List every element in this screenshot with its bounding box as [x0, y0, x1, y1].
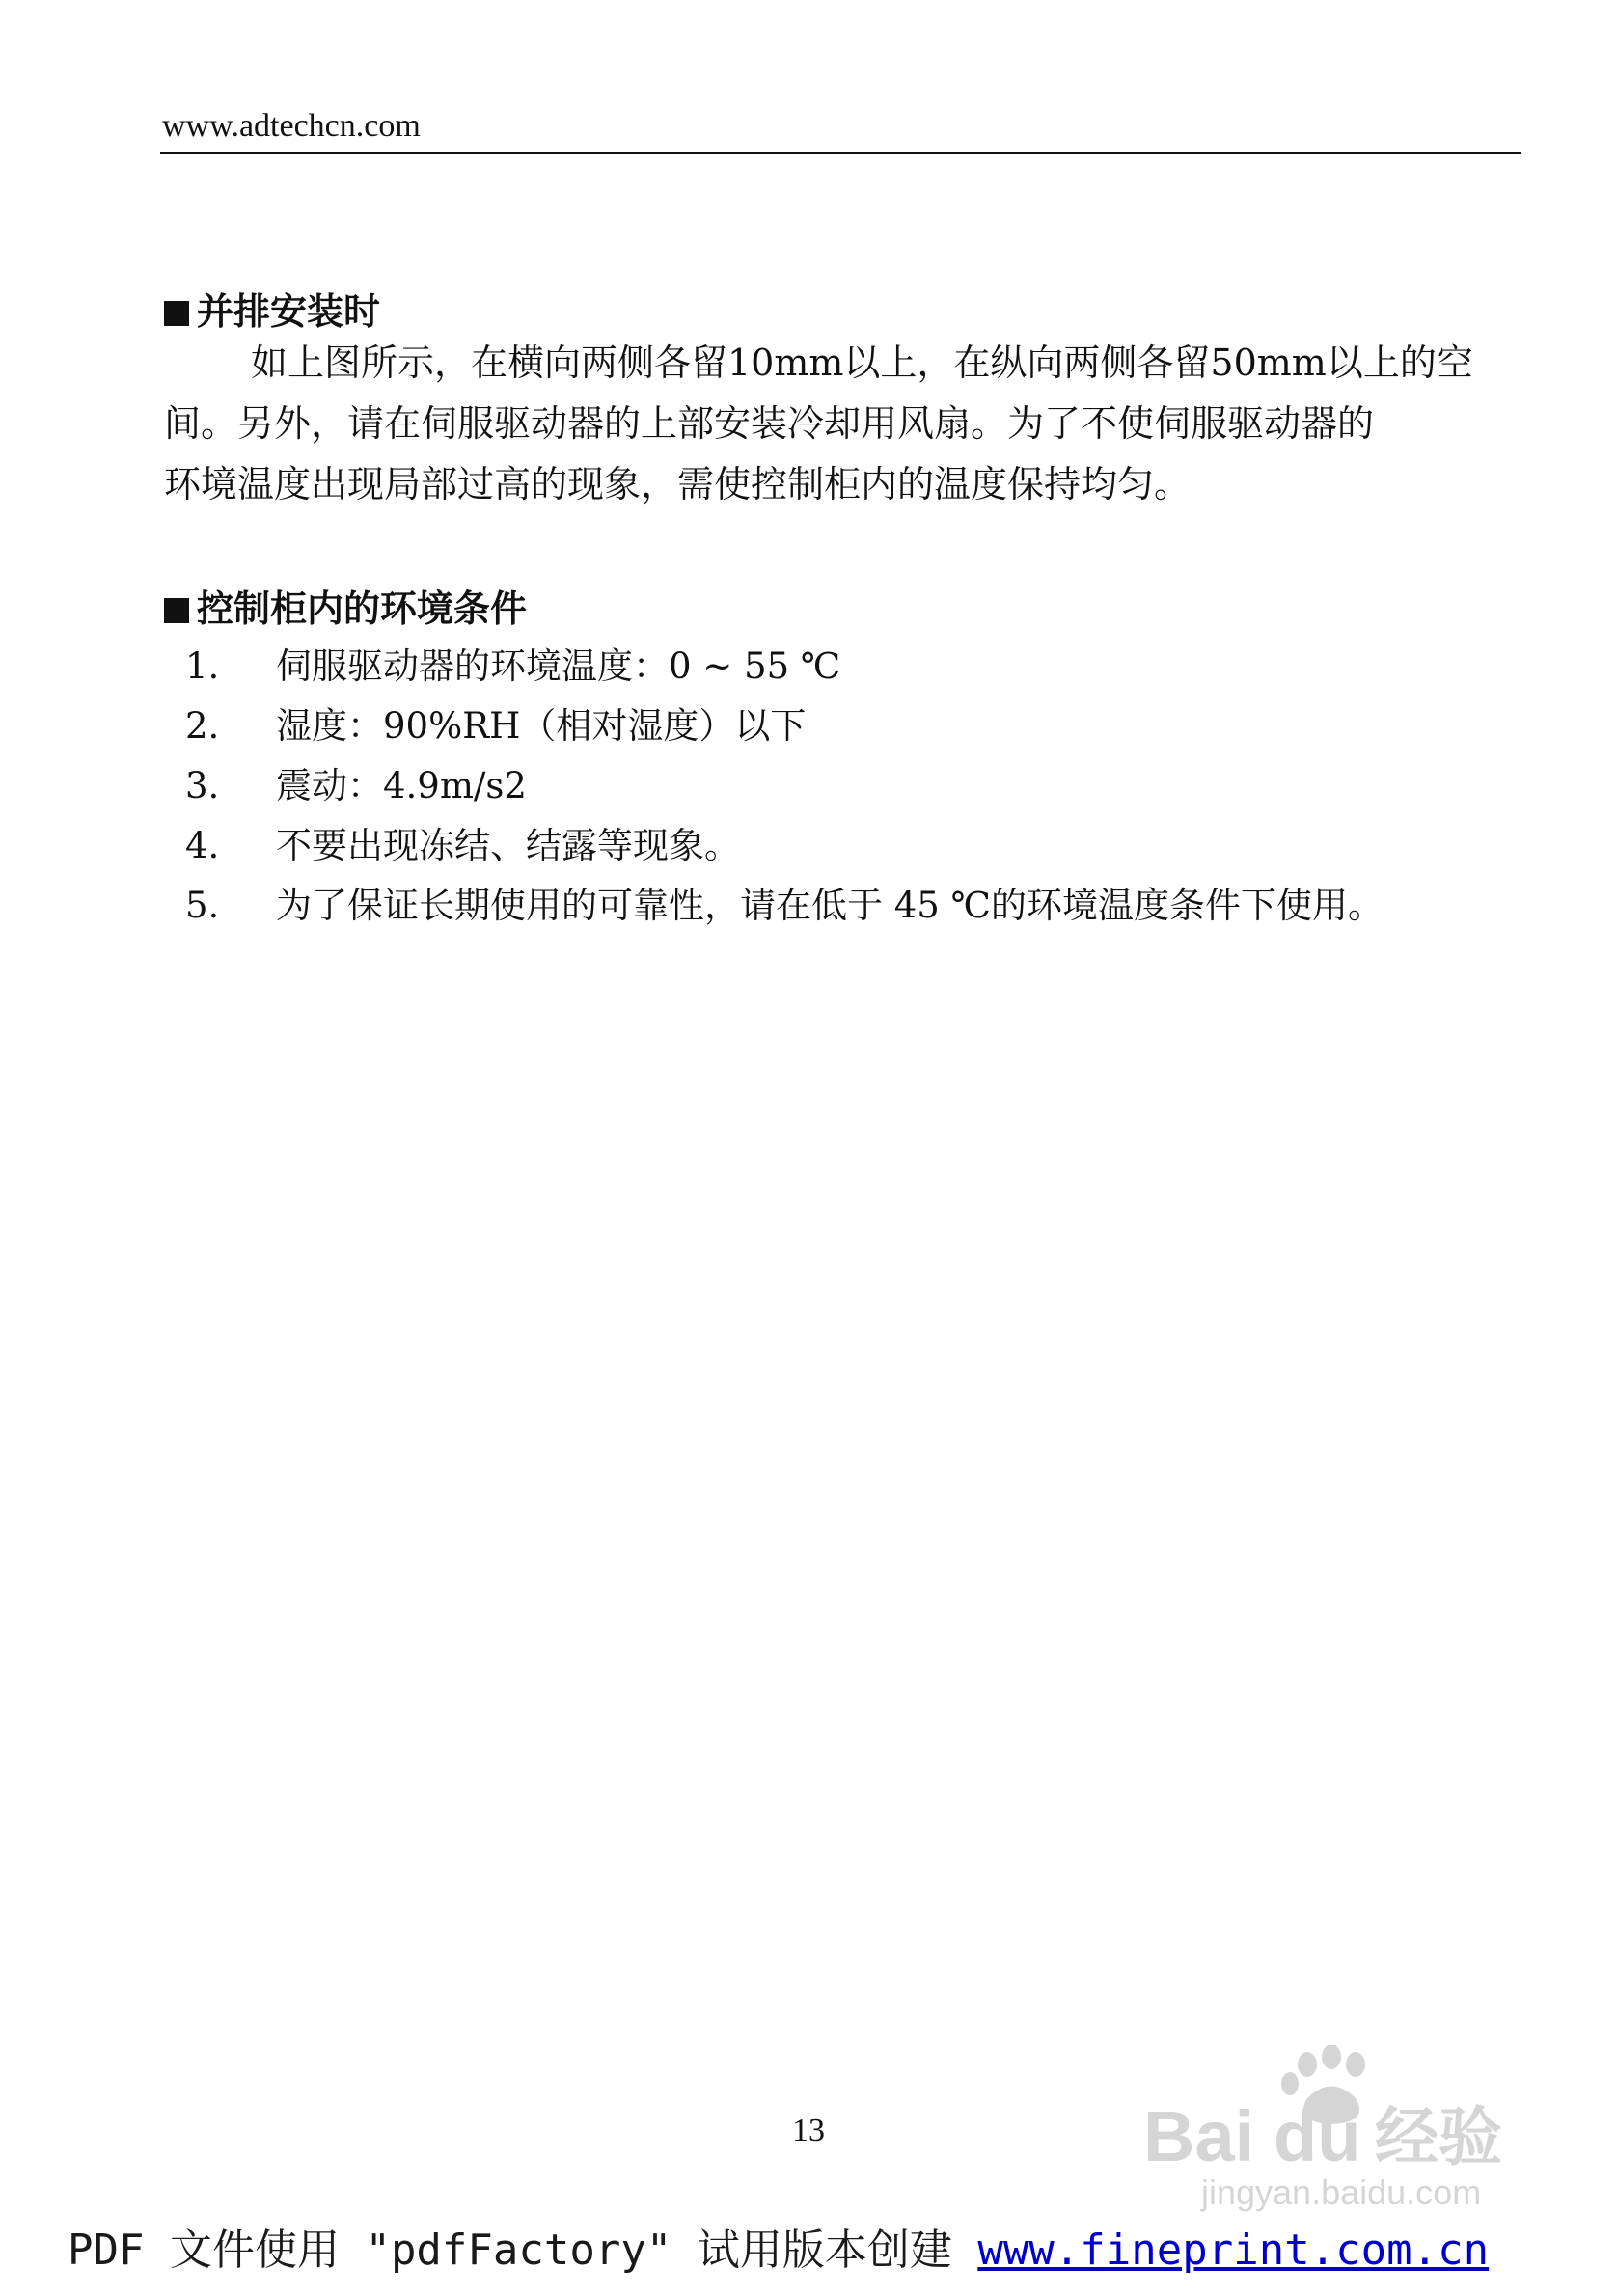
watermark-url: jingyan.baidu.com	[1201, 2173, 1482, 2212]
header-url: www.adtechcn.com	[162, 108, 421, 144]
section-paragraph	[164, 333, 1515, 515]
list-number: 3.	[185, 765, 220, 806]
section-heading-text: 并排安装时	[197, 290, 381, 333]
page-number: 13	[792, 2113, 825, 2148]
list-number: 1.	[185, 645, 220, 687]
list-text: 为了保证长期使用的可靠性，请在低于 45 ℃的环境温度条件下使用。	[276, 885, 1384, 926]
list-text: 震动：4.9m/s2	[276, 765, 527, 806]
list-text: 湿度：90%RH（相对湿度）以下	[276, 705, 807, 747]
pdf-footer	[68, 2215, 1489, 2277]
footer-text: PDF 文件使用 "pdfFactory" 试用版本创建	[68, 2226, 978, 2275]
watermark-label: 经验	[1375, 2100, 1502, 2174]
paragraph-line: 间。另外，请在伺服驱动器的上部安装冷却用风扇。为了不使伺服驱动器的	[164, 402, 1375, 445]
section-heading-side-by-side	[164, 282, 380, 335]
list-text: 伺服驱动器的环境温度：0 ~ 55 ℃	[276, 645, 841, 687]
paragraph-line: 如上图所示，在横向两侧各留10mm以上，在纵向两侧各留50mm以上的空	[251, 342, 1473, 384]
list-number: 5.	[185, 885, 220, 926]
square-bullet-icon	[164, 301, 189, 326]
watermark-brand: Bai	[1143, 2096, 1255, 2176]
paragraph-line: 环境温度出现局部过高的现象，需使控制柜内的温度保持均匀。	[164, 463, 1192, 506]
square-bullet-icon	[164, 598, 189, 623]
section-heading-text: 控制柜内的环境条件	[197, 588, 528, 630]
section-heading-environment	[164, 579, 527, 632]
header-divider	[160, 152, 1521, 154]
footer-link[interactable]: www.fineprint.com.cn	[977, 2226, 1490, 2275]
list-number: 2.	[185, 705, 220, 747]
list-number: 4.	[185, 825, 220, 866]
list-text: 不要出现冻结、结露等现象。	[276, 825, 740, 866]
watermark-suffix: du	[1274, 2096, 1361, 2176]
